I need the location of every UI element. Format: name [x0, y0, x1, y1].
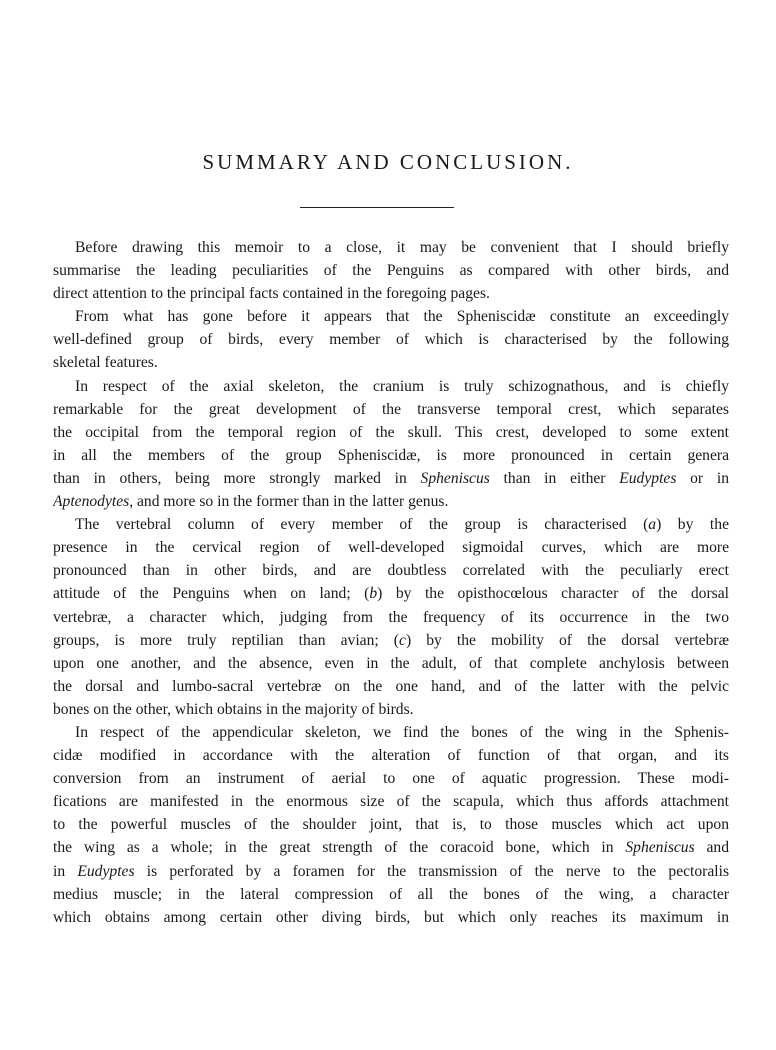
text-line: From what has gone before it appears that the Spheniscidæ constitute an exceedingly — [75, 308, 729, 326]
paragraph-2 — [53, 305, 729, 374]
text-line: pronounced than in other birds, and are doubtless correlated with the peculiarly erect — [53, 562, 729, 580]
paragraph-1 — [53, 236, 729, 305]
text-line: medius muscle; in the lateral compression of all the bones of the wing, a character — [53, 885, 729, 903]
text-line: remarkable for the great development of the transverse temporal crest, which separates — [53, 400, 729, 418]
text-line: Before drawing this memoir to a close, it may be convenient that I should briefly — [75, 239, 729, 256]
text-line: Aptenodytes, and more so in the former than in the latter genus. — [53, 493, 449, 511]
text-line: upon one another, and the absence, even in the adult, of that complete anchylosis between — [53, 654, 729, 672]
text-line: In respect of the axial skeleton, the cranium is truly schizognathous, and is chiefly — [75, 377, 729, 395]
text-line: bones on the other, which obtains in the majority of birds. — [53, 700, 414, 718]
body-text — [53, 236, 729, 929]
text-line: conversion from an instrument of aerial to one of aquatic progression. These modi- — [53, 770, 729, 788]
text-line: the occipital from the temporal region of the skull. This crest, developed to some extent — [53, 423, 729, 441]
text-line: attitude of the Penguins when on land; (b) by the opisthocœlous character of the dorsal — [53, 585, 729, 603]
page-title: SUMMARY AND CONCLUSION. — [202, 150, 574, 174]
text-line: summarise the leading peculiarities of the Penguins as compared with other birds, and — [53, 262, 729, 280]
text-line: the wing as a whole; in the great strength of the coracoid bone, which in Spheniscus and — [53, 839, 729, 857]
text-line: the dorsal and lumbo-sacral vertebræ on the one hand, and of the latter with the pelvic — [53, 677, 729, 695]
paragraph-4 — [53, 513, 729, 721]
text-line: In respect of the appendicular skeleton, we find the bones of the wing in the Sphenis- — [75, 723, 729, 741]
text-line: well-defined group of birds, every member of which is characterised by the following — [53, 331, 729, 349]
text-line: in all the members of the group Spheniscidæ, is more pronounced in certain genera — [53, 446, 729, 464]
text-line: direct attention to the principal facts contained in the foregoing pages. — [53, 285, 490, 303]
paragraph-3 — [53, 375, 729, 514]
text-line: fications are manifested in the enormous size of the scapula, which thus affords attachment — [53, 793, 729, 811]
text-line: The vertebral column of every member of the group is characterised (a) by the — [75, 516, 729, 534]
text-line: groups, is more truly reptilian than avian; (c) by the mobility of the dorsal vertebræ — [53, 631, 729, 649]
text-line: skeletal features. — [53, 354, 158, 372]
text-line: presence in the cervical region of well-developed sigmoidal curves, which are more — [53, 539, 729, 557]
text-line: vertebræ, a character which, judging from the frequency of its occurrence in the two — [53, 608, 729, 626]
text-line: than in others, being more strongly marked in Spheniscus than in either Eudyptes or in — [53, 469, 729, 487]
title-divider — [300, 207, 454, 208]
paragraph-5 — [53, 721, 729, 929]
text-line: cidæ modified in accordance with the alteration of function of that organ, and its — [53, 747, 729, 765]
text-line: to the powerful muscles of the shoulder joint, that is, to those muscles which act upon — [53, 816, 729, 834]
text-line: in Eudyptes is perforated by a foramen for the transmission of the nerve to the pectoralis — [53, 862, 729, 880]
text-line: which obtains among certain other diving birds, but which only reaches its maximum in — [53, 908, 729, 926]
